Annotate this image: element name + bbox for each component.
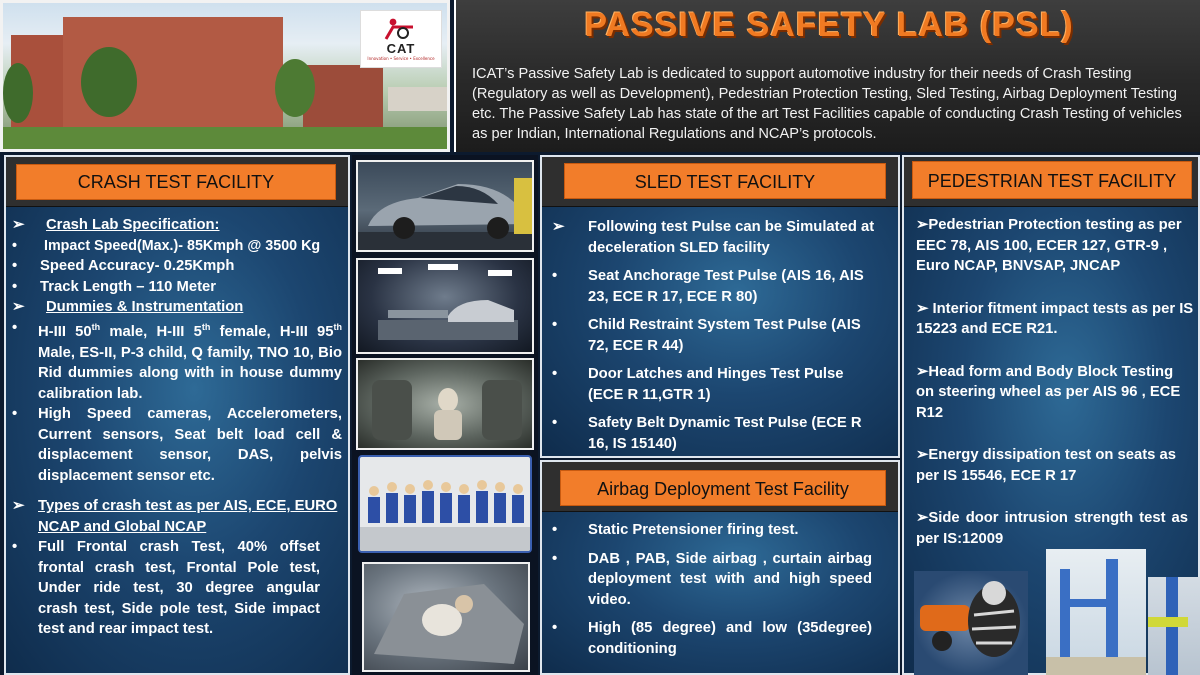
interior-dummy-photo — [356, 358, 534, 450]
list-item — [916, 445, 1194, 486]
list-item — [8, 256, 350, 277]
intro-text: ICAT’s Passive Safety Lab is dedicated to support automotive industry for their needs of Crash Testing (Regulatory as well as Development), Pedestrian Protection Testing, Sled Testing, Airbag Deployment Testing etc. The Passive Safety Lab has state of the art Test Facilities capable of conducting Crash Testing of vehicles as per Indian, International Regulations and NCAP’s protocols. — [472, 66, 1182, 142]
arrow-bullet-icon: ➢ — [12, 498, 25, 515]
dot-bullet-icon: • — [552, 317, 558, 333]
list-item — [8, 318, 350, 405]
list-item — [8, 215, 350, 236]
crash-test-panel — [4, 155, 350, 675]
crash-car-photo — [356, 160, 534, 252]
header-band — [454, 0, 1200, 152]
crash-types-heading: Types of crash test as per AIS, ECE, EURO NCAP and Global NCAP — [38, 498, 338, 535]
ped-energy-dissipation: Energy dissipation test on seats as per IS 15546, ECE R 17 — [916, 447, 1176, 484]
list-item — [548, 217, 876, 258]
pedestrian-list — [916, 215, 1194, 549]
instrumentation-text: High Speed cameras, Accelerometers, Current sensors, Seat belt load cell & displacement sensor, DAS, pelvis displacement sensor etc. — [38, 406, 342, 484]
dummies-heading: Dummies & Instrumentation — [46, 299, 244, 315]
list-item — [548, 315, 876, 356]
list-item — [548, 520, 872, 541]
sled-safety-belt: Safety Belt Dynamic Test Pulse (ECE R 16, IS 15140) — [588, 415, 862, 452]
list-item — [8, 277, 350, 298]
arrow-bullet-icon: ➢ — [916, 447, 929, 463]
airbag-conditioning: High (85 degree) and low (35degree) conditioning — [588, 620, 872, 657]
ped-side-door: Side door intrusion strength test as per IS:12009 — [916, 510, 1188, 547]
sled-test-panel — [540, 155, 900, 458]
list-item — [916, 508, 1194, 549]
list-item — [548, 266, 876, 307]
list-item — [548, 413, 876, 454]
dot-bullet-icon: • — [552, 550, 558, 567]
dummies-lineup-photo — [358, 455, 532, 553]
sled-door-latches: Door Latches and Hinges Test Pulse (ECE R 11,GTR 1) — [588, 366, 844, 403]
dot-bullet-icon: • — [552, 522, 558, 538]
pedestrian-heading: PEDESTRIAN TEST FACILITY — [912, 161, 1192, 199]
logo-tagline: Innovation • Service • Excellence — [367, 56, 435, 61]
airbag-deployment: DAB , PAB, Side airbag , curtain airbag deployment test with and high speed video. — [588, 550, 872, 608]
dot-bullet-icon: • — [12, 278, 18, 295]
logo-wordmark: CAT — [386, 41, 416, 56]
arrow-bullet-icon: ➢ — [12, 217, 25, 233]
dot-bullet-icon: • — [12, 258, 18, 274]
list-item — [548, 618, 872, 659]
dummies-text: H-III 50th male, H-III 5th female, H-III 95th Male, ES-II, P-3 child, Q family, TNO 10, Bio Rid dummies along with in house dummy calibration lab. — [38, 322, 342, 402]
list-item — [8, 496, 350, 537]
crash-test-heading: CRASH TEST FACILITY — [16, 164, 336, 200]
dot-bullet-icon: • — [12, 319, 18, 336]
crash-spec-list — [8, 215, 350, 640]
airbag-pretensioner: Static Pretensioner firing test. — [588, 522, 799, 538]
crash-deformation-photo — [362, 562, 530, 672]
ped-interior-fitment: Interior fitment impact tests as per IS 15223 and ECE R21. — [916, 300, 1194, 337]
sled-child-restraint: Child Restraint System Test Pulse (AIS 72, ECE R 44) — [588, 317, 861, 354]
test-rig-photo — [1046, 549, 1146, 675]
list-item — [916, 362, 1194, 424]
list-item — [548, 364, 876, 405]
page-title: PASSIVE SAFETY LAB (PSL) — [584, 6, 1074, 44]
dot-bullet-icon: • — [552, 415, 558, 431]
dot-bullet-icon: • — [552, 620, 558, 636]
door-intrusion-rig-photo — [1148, 577, 1200, 675]
sled-list — [548, 217, 876, 454]
arrow-bullet-icon: ➢ — [12, 299, 25, 315]
arrow-bullet-icon: ➢ — [916, 217, 929, 233]
dot-bullet-icon: • — [552, 366, 558, 382]
icat-logo — [360, 10, 442, 68]
list-item — [8, 537, 350, 640]
arrow-bullet-icon: ➢ — [552, 219, 565, 235]
pedestrian-panel — [902, 155, 1200, 675]
airbag-heading: Airbag Deployment Test Facility — [560, 470, 886, 506]
list-item — [548, 549, 872, 611]
airbag-panel — [540, 460, 900, 675]
crash-spec-heading: Crash Lab Specification: — [46, 217, 220, 233]
airbag-list — [548, 520, 872, 659]
arrow-bullet-icon: ➢ — [916, 363, 929, 380]
ped-protection-text: Pedestrian Protection testing as per EEC 78, AIS 100, ECER 127, GTR-9 , Euro NCAP, BNVSAP, JNCAP — [916, 217, 1182, 274]
sled-test-heading: SLED TEST FACILITY — [564, 163, 886, 199]
spec-track-length: Track Length – 110 Meter — [40, 278, 216, 295]
list-item — [916, 299, 1194, 340]
list-item — [8, 236, 350, 257]
sled-seat-anchorage: Seat Anchorage Test Pulse (AIS 16, AIS 23, ECE R 17, ECE R 80) — [588, 268, 864, 305]
spec-speed-accuracy: Speed Accuracy- 0.25Kmph — [40, 258, 235, 274]
dot-bullet-icon: • — [12, 539, 18, 556]
list-item — [8, 404, 350, 486]
list-item — [916, 215, 1194, 277]
dot-bullet-icon: • — [12, 406, 18, 423]
body-block-photo — [914, 571, 1028, 675]
crash-types-text: Full Frontal crash Test, 40% offset frontal crash test, Frontal Pole test, Under ride test, 30 degree angular crash test, Side pole test, Side impact test and rear impact test. — [38, 539, 320, 638]
ped-head-form: Head form and Body Block Testing on steering wheel as per AIS 96 , ECE R12 — [916, 363, 1181, 421]
sled-test-photo — [356, 258, 534, 354]
list-item — [8, 297, 350, 318]
arrow-bullet-icon: ➢ — [916, 300, 929, 317]
sled-intro-text: Following test Pulse can be Simulated at deceleration SLED facility — [588, 219, 875, 256]
dot-bullet-icon: • — [12, 237, 18, 254]
spec-impact-speed: Impact Speed(Max.)- 85Kmph @ 3500 Kg — [44, 237, 321, 254]
dot-bullet-icon: • — [552, 268, 558, 284]
arrow-bullet-icon: ➢ — [916, 510, 929, 526]
